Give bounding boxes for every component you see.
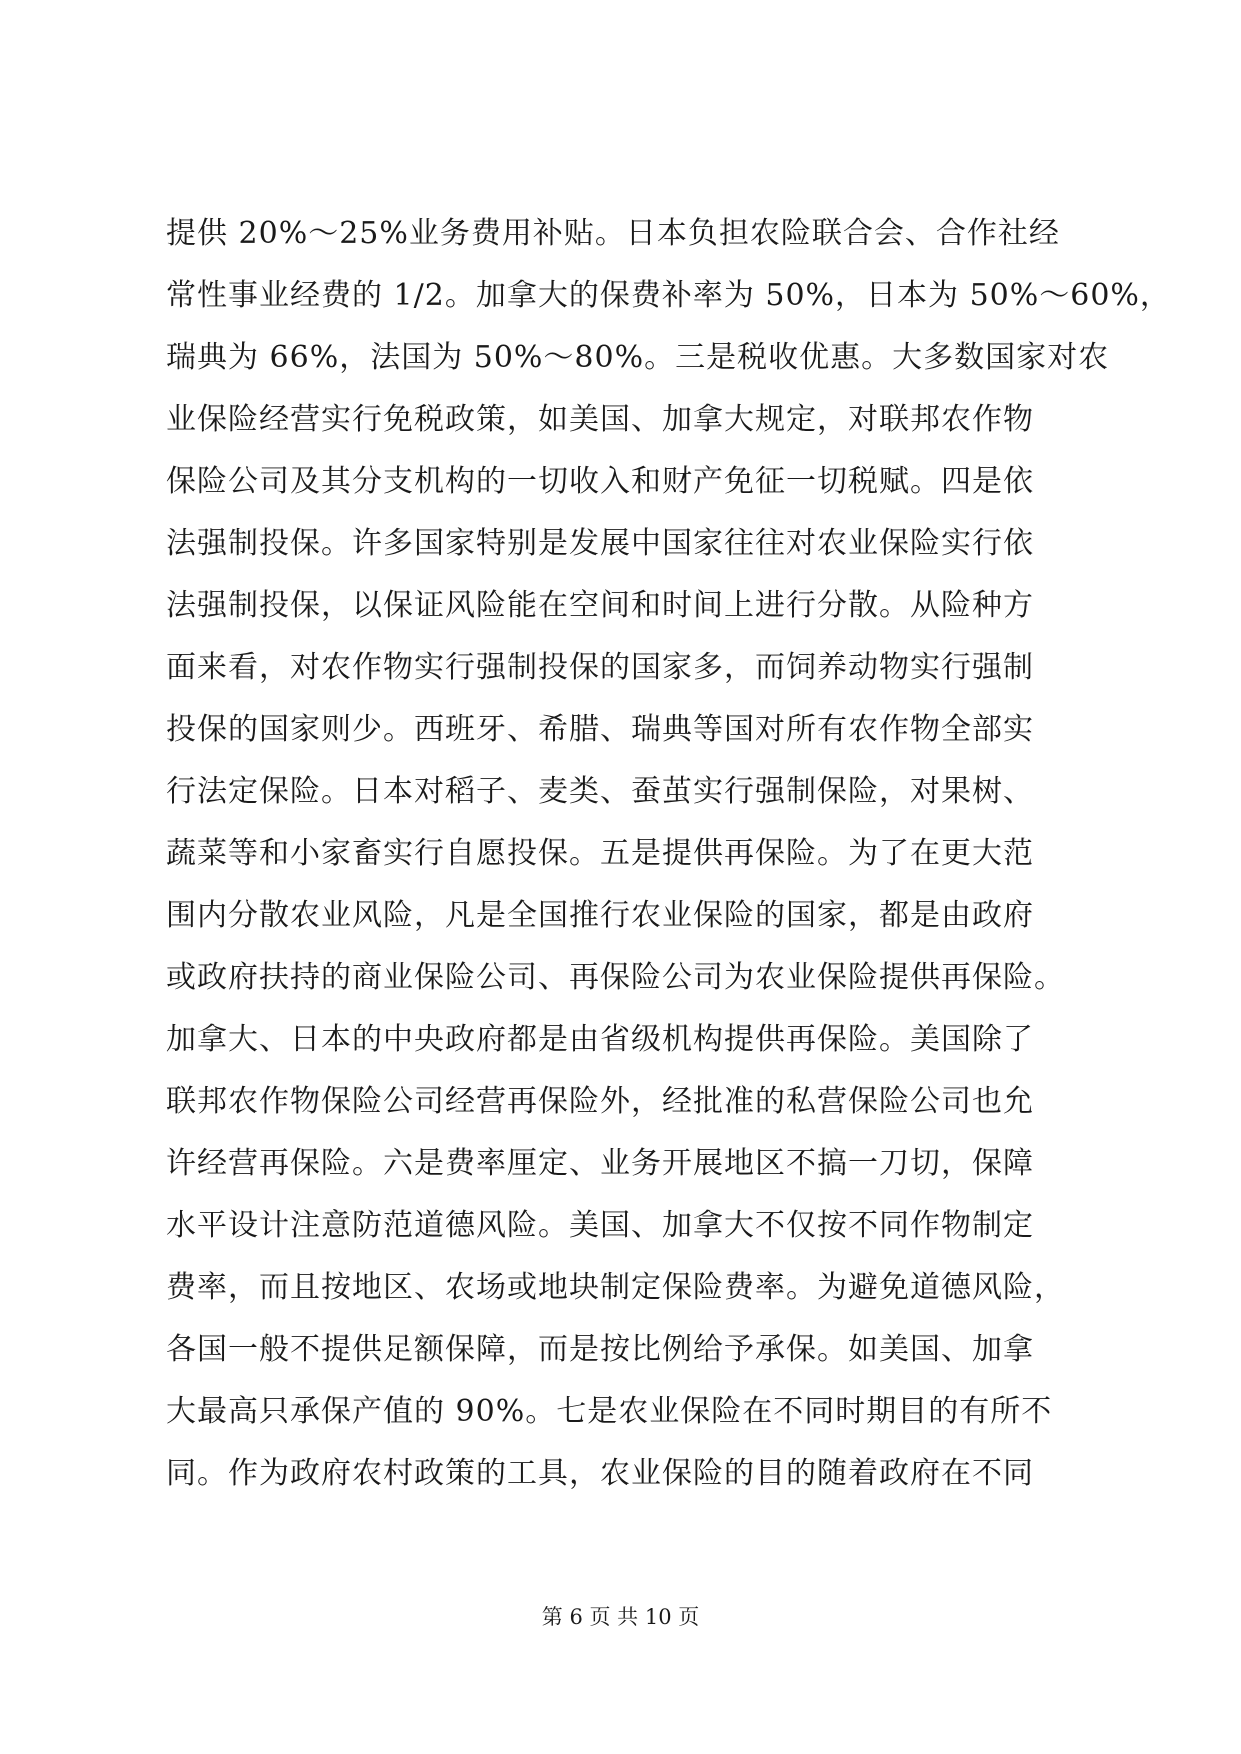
text-line: 保险公司及其分支机构的一切收入和财产免征一切税赋。四是依 — [166, 464, 1034, 499]
text-line: 行法定保险。日本对稻子、麦类、蚕茧实行强制保险，对果树、 — [166, 774, 1034, 809]
body-text — [166, 203, 1171, 1505]
text-line: 同。作为政府农村政策的工具，农业保险的目的随着政府在不同 — [166, 1456, 1034, 1491]
text-line: 提供 20%～25%业务费用补贴。日本负担农险联合会、合作社经 — [166, 216, 1060, 251]
text-line: 加拿大、日本的中央政府都是由省级机构提供再保险。美国除了 — [166, 1022, 1034, 1057]
text-line: 蔬菜等和小家畜实行自愿投保。五是提供再保险。为了在更大范 — [166, 836, 1034, 871]
text-line: 法强制投保，以保证风险能在空间和时间上进行分散。从险种方 — [166, 588, 1034, 623]
page-number-footer: 第 6 页 共 10 页 — [541, 1605, 700, 1629]
text-line: 费率，而且按地区、农场或地块制定保险费率。为避免道德风险， — [166, 1270, 1065, 1305]
text-line: 水平设计注意防范道德风险。美国、加拿大不仅按不同作物制定 — [166, 1208, 1034, 1243]
text-line: 或政府扶持的商业保险公司、再保险公司为农业保险提供再保险。 — [166, 960, 1065, 995]
text-line: 各国一般不提供足额保障，而是按比例给予承保。如美国、加拿 — [166, 1332, 1034, 1367]
text-line: 法强制投保。许多国家特别是发展中国家往往对农业保险实行依 — [166, 526, 1034, 561]
text-line: 围内分散农业风险，凡是全国推行农业保险的国家，都是由政府 — [166, 898, 1034, 933]
text-line: 投保的国家则少。西班牙、希腊、瑞典等国对所有农作物全部实 — [166, 712, 1034, 747]
text-line: 面来看，对农作物实行强制投保的国家多，而饲养动物实行强制 — [166, 650, 1034, 685]
text-line: 大最高只承保产值的 90%。七是农业保险在不同时期目的有所不 — [166, 1394, 1053, 1429]
text-line: 联邦农作物保险公司经营再保险外，经批准的私营保险公司也允 — [166, 1084, 1034, 1119]
text-line: 许经营再保险。六是费率厘定、业务开展地区不搞一刀切，保障 — [166, 1146, 1034, 1181]
text-line: 瑞典为 66%，法国为 50%～80%。三是税收优惠。大多数国家对农 — [166, 340, 1110, 375]
text-line: 业保险经营实行免税政策，如美国、加拿大规定，对联邦农作物 — [166, 402, 1034, 437]
text-line: 常性事业经费的 1/2。加拿大的保费补率为 50%，日本为 50%～60%， — [166, 278, 1171, 313]
